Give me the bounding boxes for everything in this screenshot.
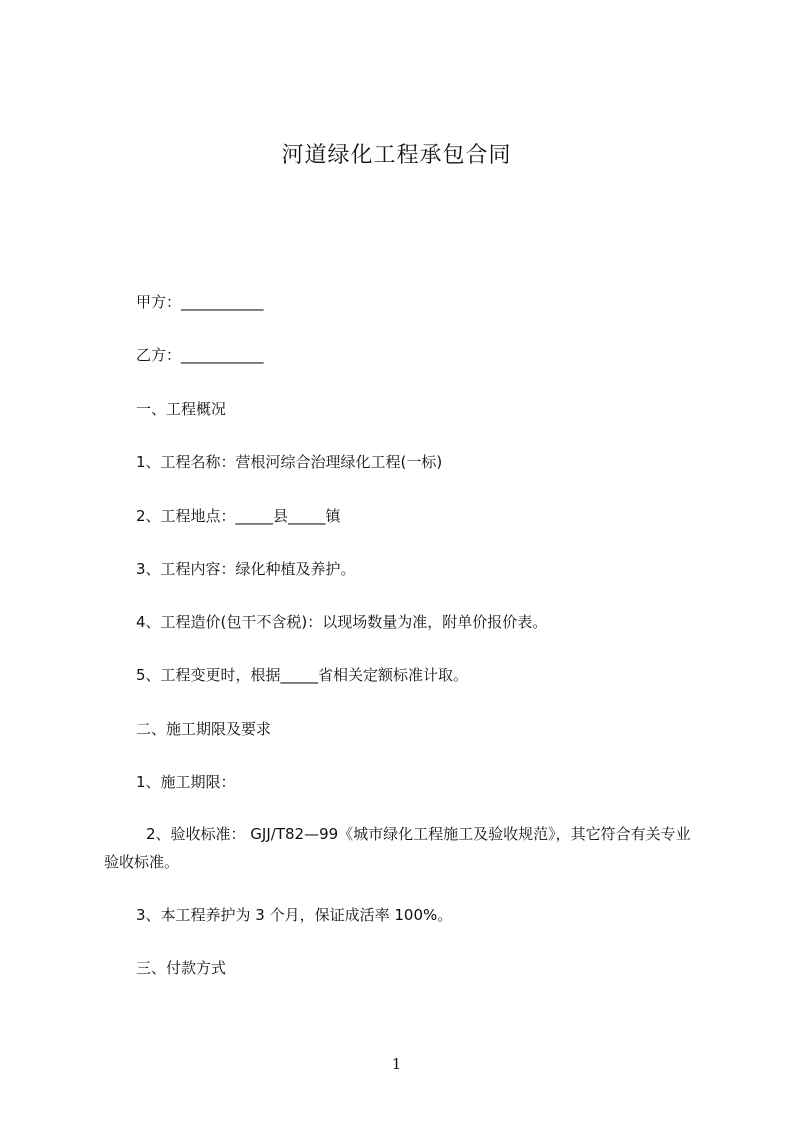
- section-heading-payment: 三、付款方式: [136, 959, 227, 977]
- party-b-line: 乙方：___________: [136, 346, 264, 364]
- project-location-line: 2、工程地点：_____县_____镇: [136, 507, 341, 525]
- construction-period-line: 1、施工期限：: [136, 773, 236, 791]
- project-change-line: 5、工程变更时，根据_____省相关定额标准计取。: [136, 666, 469, 684]
- project-cost-line: 4、工程造价(包干不含税)：以现场数量为准，附单价报价表。: [136, 613, 548, 631]
- section-heading-schedule: 二、施工期限及要求: [136, 720, 272, 738]
- document-title: 河道绿化工程承包合同: [281, 143, 512, 168]
- maintenance-line: 3、本工程养护为 3 个月，保证成活率 100%。: [136, 906, 453, 924]
- page-number: 1: [391, 1055, 402, 1073]
- party-a-line: 甲方：___________: [136, 293, 264, 311]
- acceptance-standard-continuation: 验收标准。: [104, 853, 180, 871]
- project-content-line: 3、工程内容：绿化种植及养护。: [136, 560, 356, 578]
- section-heading-project-overview: 一、工程概况: [136, 400, 227, 418]
- project-name-line: 1、工程名称：营根河综合治理绿化工程(一标): [136, 453, 443, 471]
- acceptance-standard-line: 2、验收标准： GJJ/T82—99《城市绿化工程施工及验收规范》，其它符合有关专业: [146, 825, 691, 843]
